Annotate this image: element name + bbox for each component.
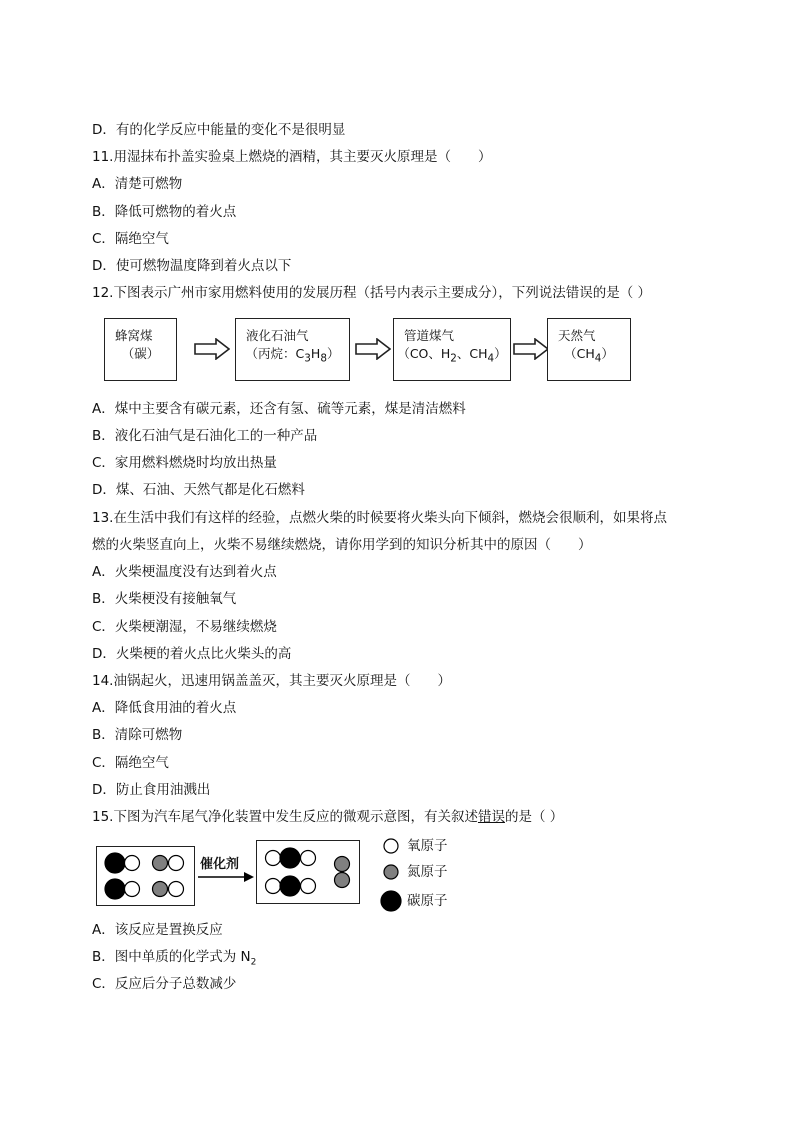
q15-option-b <box>92 948 256 972</box>
nitrogen-atom <box>335 873 350 888</box>
q13-stem-line2: 燃的火柴竖直向上，火柴不易继续燃烧，请你用学到的知识分析其中的原因（ ） <box>92 537 592 553</box>
q15-option-b-subscript: 2 <box>250 957 257 968</box>
nitrogen-legend-icon <box>384 865 398 879</box>
fuel-box-natural-gas <box>547 318 631 381</box>
q11-option-c: C．隔绝空气 <box>92 231 169 247</box>
legend-carbon-label: 碳原子 <box>407 893 448 909</box>
co2-molecule <box>266 848 316 868</box>
carbon-atom <box>280 848 300 868</box>
oxygen-atom <box>266 879 281 894</box>
oxygen-atom <box>266 851 281 866</box>
no-molecule <box>153 882 184 897</box>
arrow-right-icon <box>513 338 549 360</box>
nitrogen-atom <box>153 856 168 871</box>
q14-option-c: C．隔绝空气 <box>92 755 169 771</box>
oxygen-atom <box>125 882 140 897</box>
nitrogen-atom <box>153 882 168 897</box>
fuel-box-coal-title: 蜂窝煤 <box>115 328 153 343</box>
q14-option-b: B．清除可燃物 <box>92 727 183 743</box>
q11-stem: 11.用湿抹布扑盖实验桌上燃烧的酒精，其主要灭火原理是（ ） <box>92 149 492 165</box>
carbon-atom <box>105 853 125 873</box>
q12-option-b: B．液化石油气是石油化工的一种产品 <box>92 428 318 444</box>
q10-option-d: D．有的化学反应中能量的变化不是很明显 <box>92 122 346 138</box>
q14-stem: 14.油锅起火，迅速用锅盖盖灭，其主要灭火原理是（ ） <box>92 673 451 689</box>
product-molecules <box>257 841 358 902</box>
carbon-atom <box>105 879 125 899</box>
q14-option-a: A．降低食用油的着火点 <box>92 700 237 716</box>
q15-option-c: C．反应后分子总数减少 <box>92 976 237 992</box>
q14-option-d: D．防止食用油溅出 <box>92 782 211 798</box>
reactant-box <box>96 846 195 906</box>
q15-option-a: A．该反应是置换反应 <box>92 922 223 938</box>
oxygen-legend-icon <box>384 839 398 853</box>
fuel-box-natural-gas-title: 天然气 <box>558 328 596 343</box>
fuel-box-coal <box>104 318 177 381</box>
co2-molecule <box>266 876 316 896</box>
atom-legend-icons <box>380 838 404 918</box>
q15-stem <box>92 808 563 826</box>
arrow-right-icon <box>194 338 230 360</box>
q13-option-a: A．火柴梗温度没有达到着火点 <box>92 564 277 580</box>
q13-option-c: C．火柴梗潮湿，不易继续燃烧 <box>92 619 277 635</box>
legend-nitrogen-label: 氮原子 <box>407 864 448 880</box>
q13-stem-line1: 13.在生活中我们有这样的经验，点燃火柴的时候要将火柴头向下倾斜，燃烧会很顺利，如果将点 <box>92 510 667 526</box>
q12-option-c: C．家用燃料燃烧时均放出热量 <box>92 455 277 471</box>
q13-option-b: B．火柴梗没有接触氧气 <box>92 591 237 607</box>
arrow-right-icon <box>355 338 391 360</box>
q12-stem: 12.下图表示广州市家用燃料使用的发展历程（括号内表示主要成分），下列说法错误的是（ ） <box>92 285 652 301</box>
q12-option-d: D．煤、石油、天然气都是化石燃料 <box>92 482 305 498</box>
carbon-atom <box>280 876 300 896</box>
q11-option-b: B．降低可燃物的着火点 <box>92 204 237 220</box>
oxygen-atom <box>169 882 184 897</box>
oxygen-atom <box>301 879 316 894</box>
nitrogen-atom <box>335 857 350 872</box>
n2-molecule <box>335 857 350 888</box>
fuel-box-pipe-gas-title: 管道煤气 <box>404 328 455 343</box>
reaction-arrow-icon <box>196 870 256 884</box>
catalyst-label: 催化剂 <box>200 857 240 872</box>
fuel-box-lpg-formula: （丙烷：$C_3H_8$） <box>245 346 340 365</box>
oxygen-atom <box>125 856 140 871</box>
oxygen-atom <box>301 851 316 866</box>
legend-oxygen-label: 氧原子 <box>407 838 448 854</box>
q15-stem-pre: 15.下图为汽车尾气净化装置中发生反应的微观示意图，有关叙述 <box>92 809 478 825</box>
co-molecule <box>105 853 140 873</box>
co-molecule <box>105 879 140 899</box>
fuel-box-lpg-title: 液化石油气 <box>246 328 309 343</box>
no-molecule <box>153 856 184 871</box>
q11-option-a: A．清楚可燃物 <box>92 176 183 192</box>
carbon-legend-icon <box>381 891 401 911</box>
fuel-box-coal-sub: （碳） <box>121 346 160 361</box>
fuel-box-pipe-gas-formula: （CO、$H_2$、$CH_4$） <box>397 346 507 365</box>
oxygen-atom <box>169 856 184 871</box>
q15-stem-underlined: 错误 <box>477 809 505 825</box>
q11-option-d: D．使可燃物温度降到着火点以下 <box>92 258 292 274</box>
fuel-box-lpg <box>235 318 350 381</box>
product-box <box>256 840 360 904</box>
fuel-box-pipe-gas <box>393 318 511 381</box>
reactant-molecules <box>97 847 193 904</box>
q13-option-d: D．火柴梗的着火点比火柴头的高 <box>92 646 292 662</box>
q12-option-a: A．煤中主要含有碳元素，还含有氢、硫等元素，煤是清洁燃料 <box>92 401 466 417</box>
q15-option-b-text: B．图中单质的化学式为 N <box>92 949 251 965</box>
q15-stem-post: 的是（ ） <box>504 809 564 825</box>
fuel-box-natural-gas-formula: $(CH_4)$ <box>564 346 614 365</box>
